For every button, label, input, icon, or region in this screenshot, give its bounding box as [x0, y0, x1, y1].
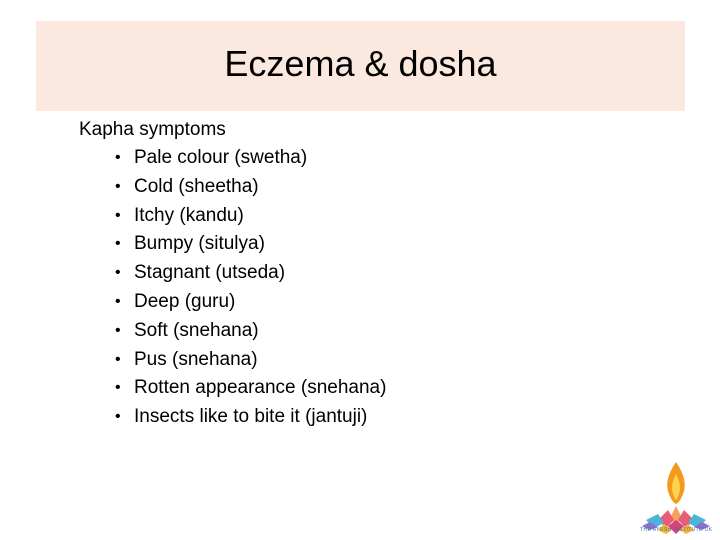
- bullet-text: Cold (sheetha): [134, 175, 259, 197]
- bullet-glyph: •: [115, 350, 121, 368]
- list-item: [115, 202, 386, 231]
- bullet-list: [79, 144, 386, 432]
- list-item: [115, 288, 386, 317]
- bullet-text: Stagnant (utseda): [134, 262, 286, 284]
- bullet-glyph: •: [115, 379, 121, 397]
- bullet-text: Rotten appearance (snehana): [134, 377, 387, 399]
- bullet-glyph: •: [115, 206, 121, 224]
- list-item: [115, 374, 386, 403]
- list-item: [115, 173, 386, 202]
- bullet-glyph: •: [115, 408, 121, 426]
- bullet-text: Soft (snehana): [134, 319, 259, 341]
- bullet-text: Pale colour (swetha): [134, 147, 308, 168]
- bullet-glyph: •: [115, 149, 121, 166]
- bullet-glyph: •: [115, 292, 121, 310]
- list-item: [115, 144, 386, 173]
- bullet-glyph: •: [115, 235, 121, 253]
- bullet-glyph: •: [115, 264, 121, 282]
- bullet-text: Pus (snehana): [134, 348, 258, 370]
- bullet-text: Deep (guru): [134, 290, 236, 312]
- slide-title: Eczema & dosha: [224, 43, 497, 84]
- logo-caption: THE AYUSH INSTITUTE UK: [640, 527, 712, 533]
- list-item: [115, 403, 386, 432]
- list-item: [115, 230, 386, 259]
- bullet-text: Bumpy (situlya): [134, 233, 265, 255]
- list-item: [115, 346, 386, 375]
- list-item: [115, 259, 386, 288]
- list-item: [115, 317, 386, 346]
- bullet-text: Insects like to bite it (jantuji): [134, 406, 368, 428]
- slide-content: [79, 115, 386, 432]
- bullet-glyph: •: [115, 321, 121, 339]
- bullet-glyph: •: [115, 177, 121, 195]
- title-band: [36, 21, 685, 111]
- section-heading: Kapha symptoms: [79, 119, 226, 140]
- bullet-text: Itchy (kandu): [134, 204, 244, 226]
